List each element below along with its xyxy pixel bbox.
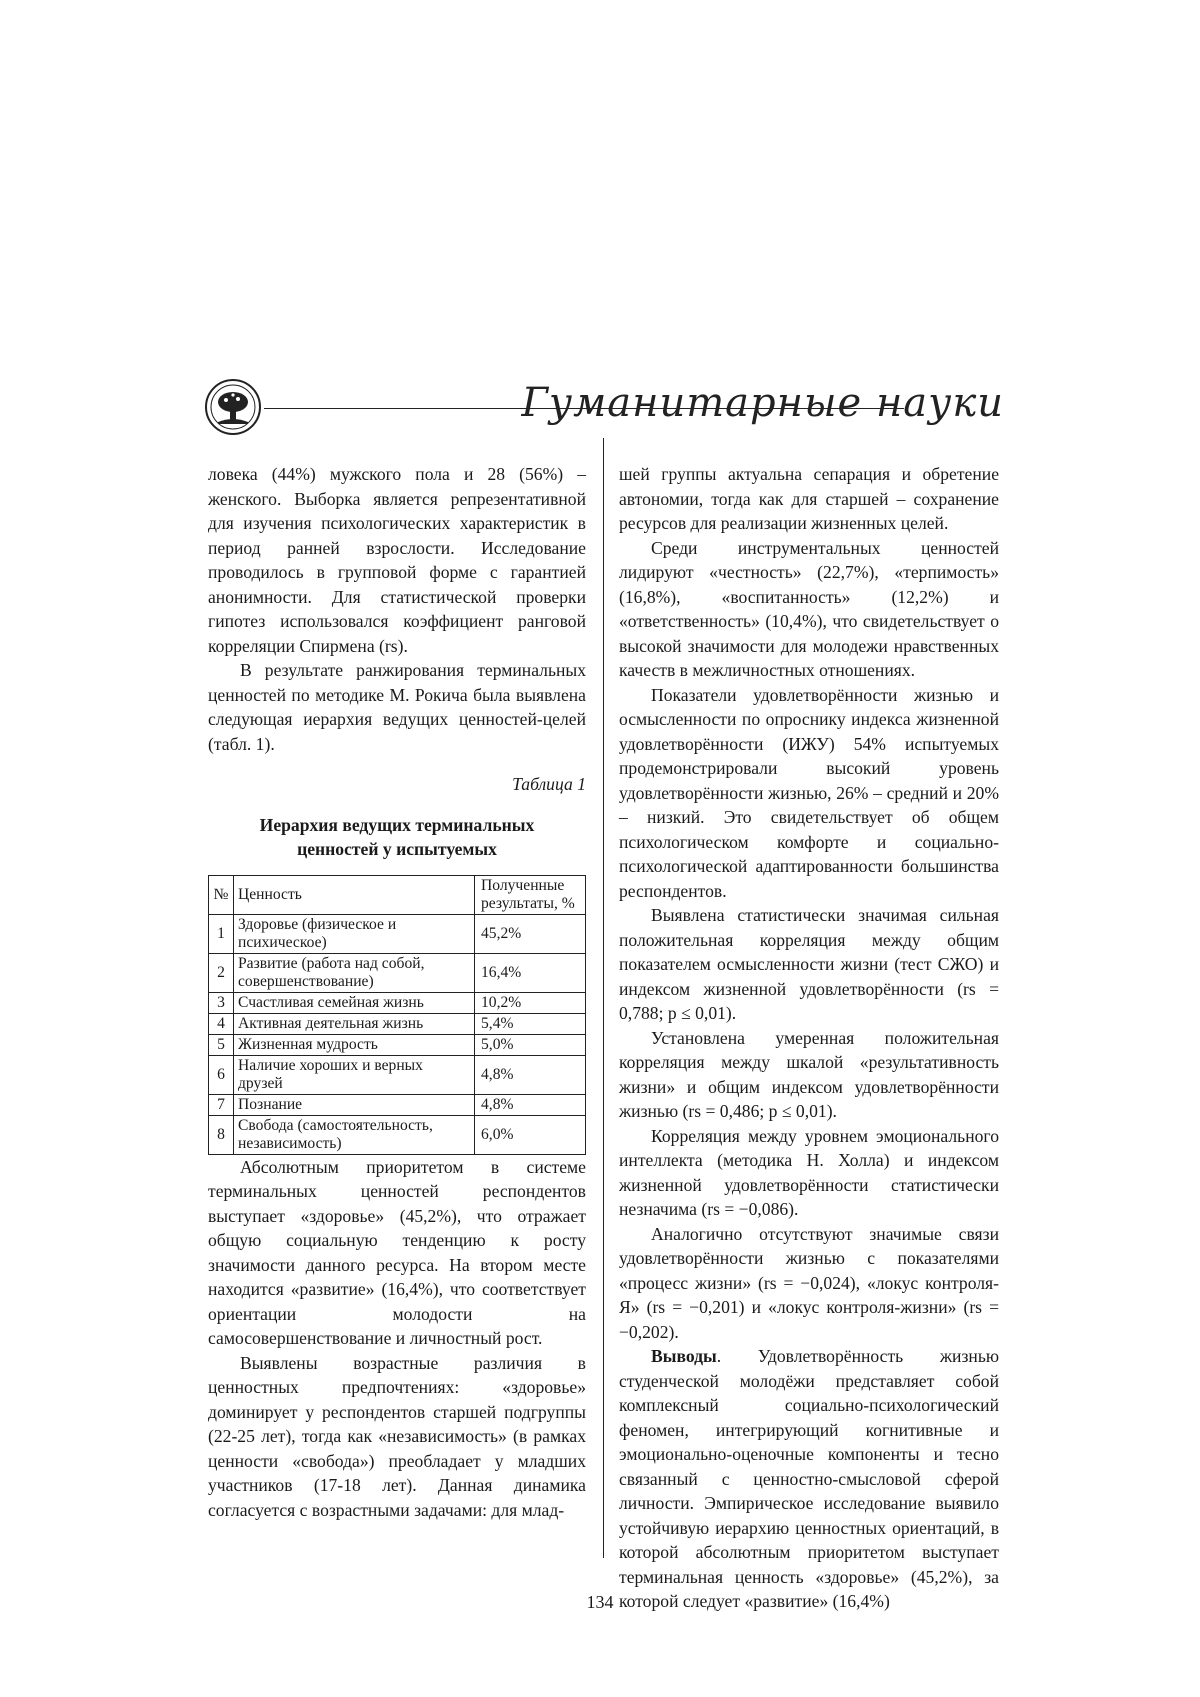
- column-divider: [603, 438, 604, 1558]
- row-num: 7: [209, 1094, 234, 1115]
- paragraph: Установлена умеренная положительная корреляция между шкалой «результативность жизни» и общим индексом удовлетворённости жизнью (rs = 0,486; p ≤ 0,01).: [619, 1027, 999, 1121]
- table-row: [209, 1034, 586, 1055]
- row-value: Познание: [234, 1094, 475, 1115]
- header-value: Ценность: [234, 875, 475, 914]
- paragraph: В результате ранжирования терминальных ценностей по методике М. Рокича была выявлена следующая иерархия ведущих ценностей-целей (табл. 1).: [208, 660, 586, 754]
- row-num: 3: [209, 992, 234, 1013]
- row-result: 4,8%: [475, 1055, 586, 1094]
- row-value: Наличие хороших и верных друзей: [234, 1055, 475, 1094]
- row-num: 4: [209, 1013, 234, 1034]
- row-value: Счастливая семейная жизнь: [234, 992, 475, 1013]
- paragraph: Выявлены возрастные различия в ценностных предпочтениях: «здоровье» доминирует у респондентов старшей подгруппы (22-25 лет), тогда как «независимость» (в рамках ценности «свобода») преобладает у младших участников (17-18 лет). Данная динамика согласуется с возрастными задачами: для млад-: [208, 1352, 586, 1520]
- conclusions-text: . Удовлетворённость жизнью студенческой молодёжи представляет собой комплексный социально-психологический феномен, интегрирующий когнитивные и эмоционально-оценочные компоненты и тесно связанный с ценностно-смысловой сферой личности. Эмпирическое исследование выявило устойчивую иерархию ценностных ориентаций, в которой абсолютным приоритетом выступает терминальная ценность «здоровье» (45,2%), за которой следует «развитие» (16,4%): [619, 1346, 999, 1611]
- paragraph: Показатели удовлетворённости жизнью и осмысленности по опроснику индекса жизненной удовлетворённости (ИЖУ) 54% испытуемых продемонстрировали высокий уровень удовлетворённости жизнью, 26% – средний и 20% – низкий. Это свидетельствует об общем психологическом комфорте и социально-психологической адаптированности большинства респондентов.: [619, 684, 999, 901]
- row-result: 10,2%: [475, 992, 586, 1013]
- paragraph: Корреляция между уровнем эмоционального интеллекта (методика Н. Холла) и индексом жизненной удовлетворённости статистически незначима (rs = −0,086).: [619, 1125, 999, 1219]
- row-result: 45,2%: [475, 914, 586, 953]
- page-header: [204, 378, 1004, 438]
- table-row: [209, 1013, 586, 1034]
- header-result: Полученные результаты, %: [475, 875, 586, 914]
- row-value: Жизненная мудрость: [234, 1034, 475, 1055]
- table-row: [209, 914, 586, 953]
- paragraph: шей группы актуальна сепарация и обретение автономии, тогда как для старшей – сохранение ресурсов для реализации жизненных целей.: [619, 464, 999, 533]
- paragraph: Выявлена статистически значимая сильная положительная корреляция между общим показателем осмысленности жизни (тест СЖО) и индексом жизненной удовлетворённости (rs = 0,788; p ≤ 0,01).: [619, 905, 999, 1023]
- section-title: Гуманитарные науки: [521, 380, 1004, 426]
- table-caption: Таблица 1: [512, 774, 586, 794]
- row-num: 8: [209, 1115, 234, 1154]
- table-header-row: [209, 875, 586, 914]
- row-num: 5: [209, 1034, 234, 1055]
- row-result: 4,8%: [475, 1094, 586, 1115]
- table-title-line: Иерархия ведущих терминальных: [259, 814, 535, 835]
- table-row: [209, 992, 586, 1013]
- table-row: [209, 1055, 586, 1094]
- paragraph: Абсолютным приоритетом в системе терминальных ценностей респондентов выступает «здоровье» (45,2%), что отражает общую социальную тенденцию к росту значимости данного ресурса. На втором месте находится «развитие» (16,4%), что соответствует ориентации молодости на самосовершенствование и личностный рост.: [208, 1156, 586, 1348]
- paragraph: Аналогично отсутствуют значимые связи удовлетворённости жизнью с показателями «процесс жизни» (rs = −0,024), «локус контроля-Я» (rs = −0,201) и «локус контроля-жизни» (rs = −0,202).: [619, 1223, 999, 1342]
- row-value: Свобода (самостоятельность, независимость): [234, 1115, 475, 1154]
- row-value: Развитие (работа над собой, совершенствование): [234, 953, 475, 992]
- right-column: [619, 462, 999, 1614]
- row-value: Активная деятельная жизнь: [234, 1013, 475, 1034]
- table-title: [208, 813, 586, 861]
- paragraph: Среди инструментальных ценностей лидируют «честность» (22,7%), «терпимость» (16,8%), «воспитанность» (12,2%) и «ответственность» (10,4%), что свидетельствует о высокой значимости для молодежи нравственных качеств в межличностных отношениях.: [619, 537, 999, 680]
- left-column: [208, 462, 586, 1522]
- conclusions-paragraph: [619, 1344, 999, 1614]
- row-num: 6: [209, 1055, 234, 1094]
- table-row: [209, 1115, 586, 1154]
- page-number: 134: [586, 1592, 614, 1612]
- table-title-line: ценностей у испытуемых: [297, 838, 497, 859]
- table-row: [209, 953, 586, 992]
- row-num: 1: [209, 914, 234, 953]
- conclusions-heading: Выводы: [651, 1346, 717, 1366]
- header-num: №: [209, 875, 234, 914]
- paragraph: ловека (44%) мужского пола и 28 (56%) – женского. Выборка является репрезентативной для изучения психологических характеристик в период ранней взрослости. Исследование проводилось в групповой форме с гарантией анонимности. Для статистической проверки гипотез использовался коэффициент ранговой корреляции Спирмена (rs).: [208, 464, 586, 656]
- row-result: 6,0%: [475, 1115, 586, 1154]
- row-value: Здоровье (физическое и психическое): [234, 914, 475, 953]
- row-num: 2: [209, 953, 234, 992]
- row-result: 16,4%: [475, 953, 586, 992]
- row-result: 5,4%: [475, 1013, 586, 1034]
- values-table: [208, 875, 586, 1155]
- row-result: 5,0%: [475, 1034, 586, 1055]
- table-row: [209, 1094, 586, 1115]
- tree-emblem-icon: [204, 378, 262, 436]
